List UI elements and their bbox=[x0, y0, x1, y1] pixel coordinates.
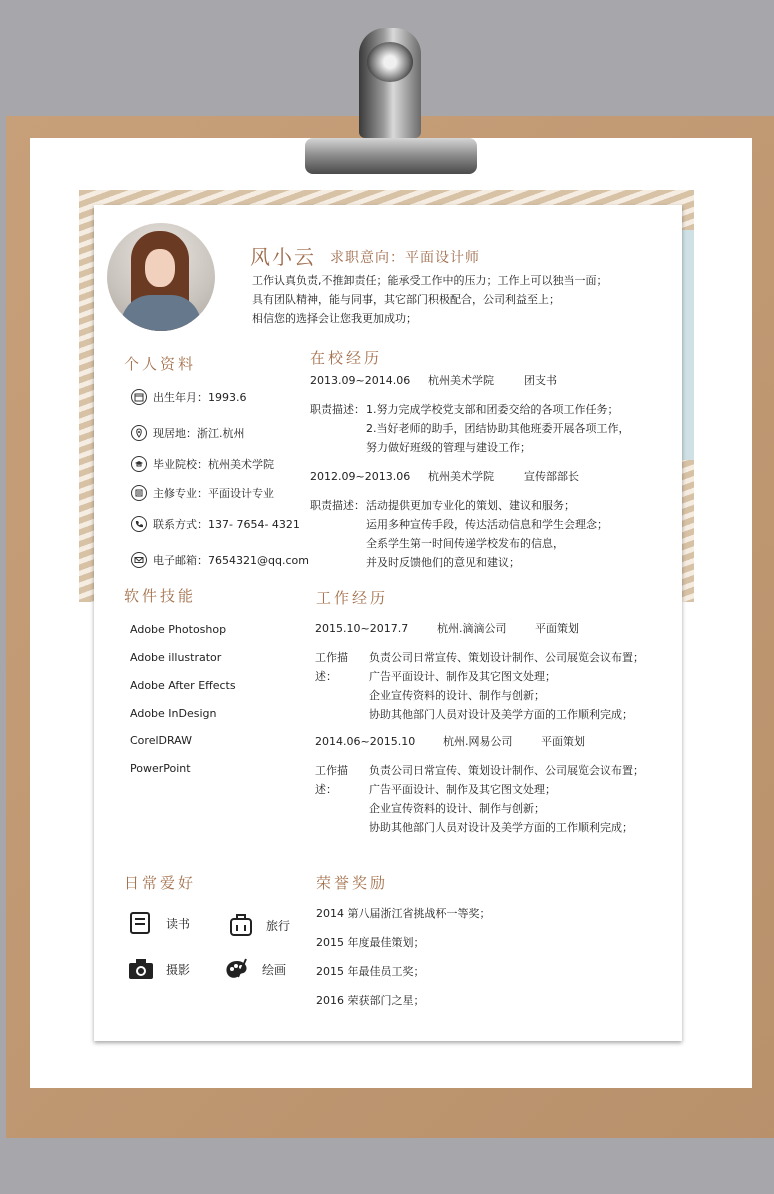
skill-item: Adobe illustrator bbox=[130, 651, 222, 664]
graduation-cap-icon bbox=[131, 456, 147, 472]
hobby-photography: 摄影 bbox=[128, 957, 190, 981]
section-title-hobbies: 日常爱好 bbox=[124, 874, 197, 892]
info-birth: 出生年月：1993.6 bbox=[131, 389, 247, 405]
info-phone: 联系方式：137- 7654- 4321 bbox=[131, 516, 300, 532]
camera-icon bbox=[128, 957, 154, 981]
section-title-school: 在校经历 bbox=[310, 349, 383, 367]
avatar-photo bbox=[107, 223, 215, 331]
palette-icon bbox=[224, 957, 250, 981]
award-item: 2015 年度最佳策划； bbox=[316, 936, 425, 949]
award-item: 2015 年最佳员工奖； bbox=[316, 965, 425, 978]
school-exp-1: 2013.09~2014.06 杭州美术学院 团支书 职责描述： 1.努力完成学校党支部和团委交给的各项工作任务； 2.当好老师的助手，团结协助其他班委开展各项工作， 努力做好班级的管理与建设工作； bbox=[310, 374, 630, 454]
skill-item: Adobe Photoshop bbox=[130, 623, 227, 636]
hobby-painting: 绘画 bbox=[224, 957, 286, 981]
calendar-icon bbox=[131, 389, 147, 405]
job-objective: 求职意向：平面设计师 bbox=[330, 250, 480, 266]
school-exp-2: 2012.09~2013.06 杭州美术学院 宣传部部长 职责描述： 活动提供更加专业化的策划、建议和服务； 运用多种宣传手段，传达活动信息和学生会理念； 全系学生第一时间传递学校发布的信息， 并及时反馈他们的意见和建议； bbox=[310, 470, 608, 569]
work-exp-2: 2014.06~2015.10 杭州.网易公司 平面策划 工作描述： 负责公司日常宣传、策划设计制作、公司展览会议布置； 广告平面设计、制作及其它图文处理； 企业宣传资料的设计、制作与创新； 协助其他部门人员对设计及美学方面的工作顺利完成； bbox=[315, 735, 644, 834]
hobby-travel: 旅行 bbox=[228, 913, 290, 937]
skill-item: Adobe After Effects bbox=[130, 679, 236, 692]
section-title-skills: 软件技能 bbox=[124, 587, 197, 605]
skill-item: CorelDRAW bbox=[130, 734, 192, 747]
section-title-personal: 个人资料 bbox=[124, 355, 197, 373]
mail-icon bbox=[131, 552, 147, 568]
binder-clip bbox=[305, 28, 477, 178]
book-icon bbox=[128, 911, 154, 935]
phone-icon bbox=[131, 516, 147, 532]
info-email: 电子邮箱：7654321@qq.com bbox=[131, 552, 309, 568]
candidate-name: 风小云 bbox=[250, 245, 316, 269]
resume-document bbox=[94, 205, 682, 1041]
info-major: 主修专业：平面设计专业 bbox=[131, 485, 274, 501]
self-introduction: 工作认真负责,不推卸责任；能承受工作中的压力；工作上可以独当一面； 具有团队精神，能与同事，其它部门积极配合，公司利益至上； 相信您的选择会让您我更加成功； bbox=[252, 274, 608, 325]
luggage-icon bbox=[228, 913, 254, 937]
skill-item: Adobe InDesign bbox=[130, 707, 217, 720]
hobby-reading: 读书 bbox=[128, 911, 190, 935]
location-icon bbox=[131, 425, 147, 441]
work-exp-1: 2015.10~2017.7 杭州.滴滴公司 平面策划 工作描述： 负责公司日常宣传、策划设计制作、公司展览会议布置； 广告平面设计、制作及其它图文处理； 企业宣传资料的设计、制作与创新； 协助其他部门人员对设计及美学方面的工作顺利完成； bbox=[315, 622, 644, 721]
book-icon bbox=[131, 485, 147, 501]
info-school: 毕业院校：杭州美术学院 bbox=[131, 456, 274, 472]
section-title-awards: 荣誉奖励 bbox=[316, 874, 389, 892]
skill-item: PowerPoint bbox=[130, 762, 191, 775]
award-item: 2014 第八届浙江省挑战杯一等奖； bbox=[316, 907, 491, 920]
info-location: 现居地：浙江.杭州 bbox=[131, 425, 245, 441]
award-item: 2016 荣获部门之星； bbox=[316, 994, 425, 1007]
section-title-work: 工作经历 bbox=[316, 589, 389, 607]
